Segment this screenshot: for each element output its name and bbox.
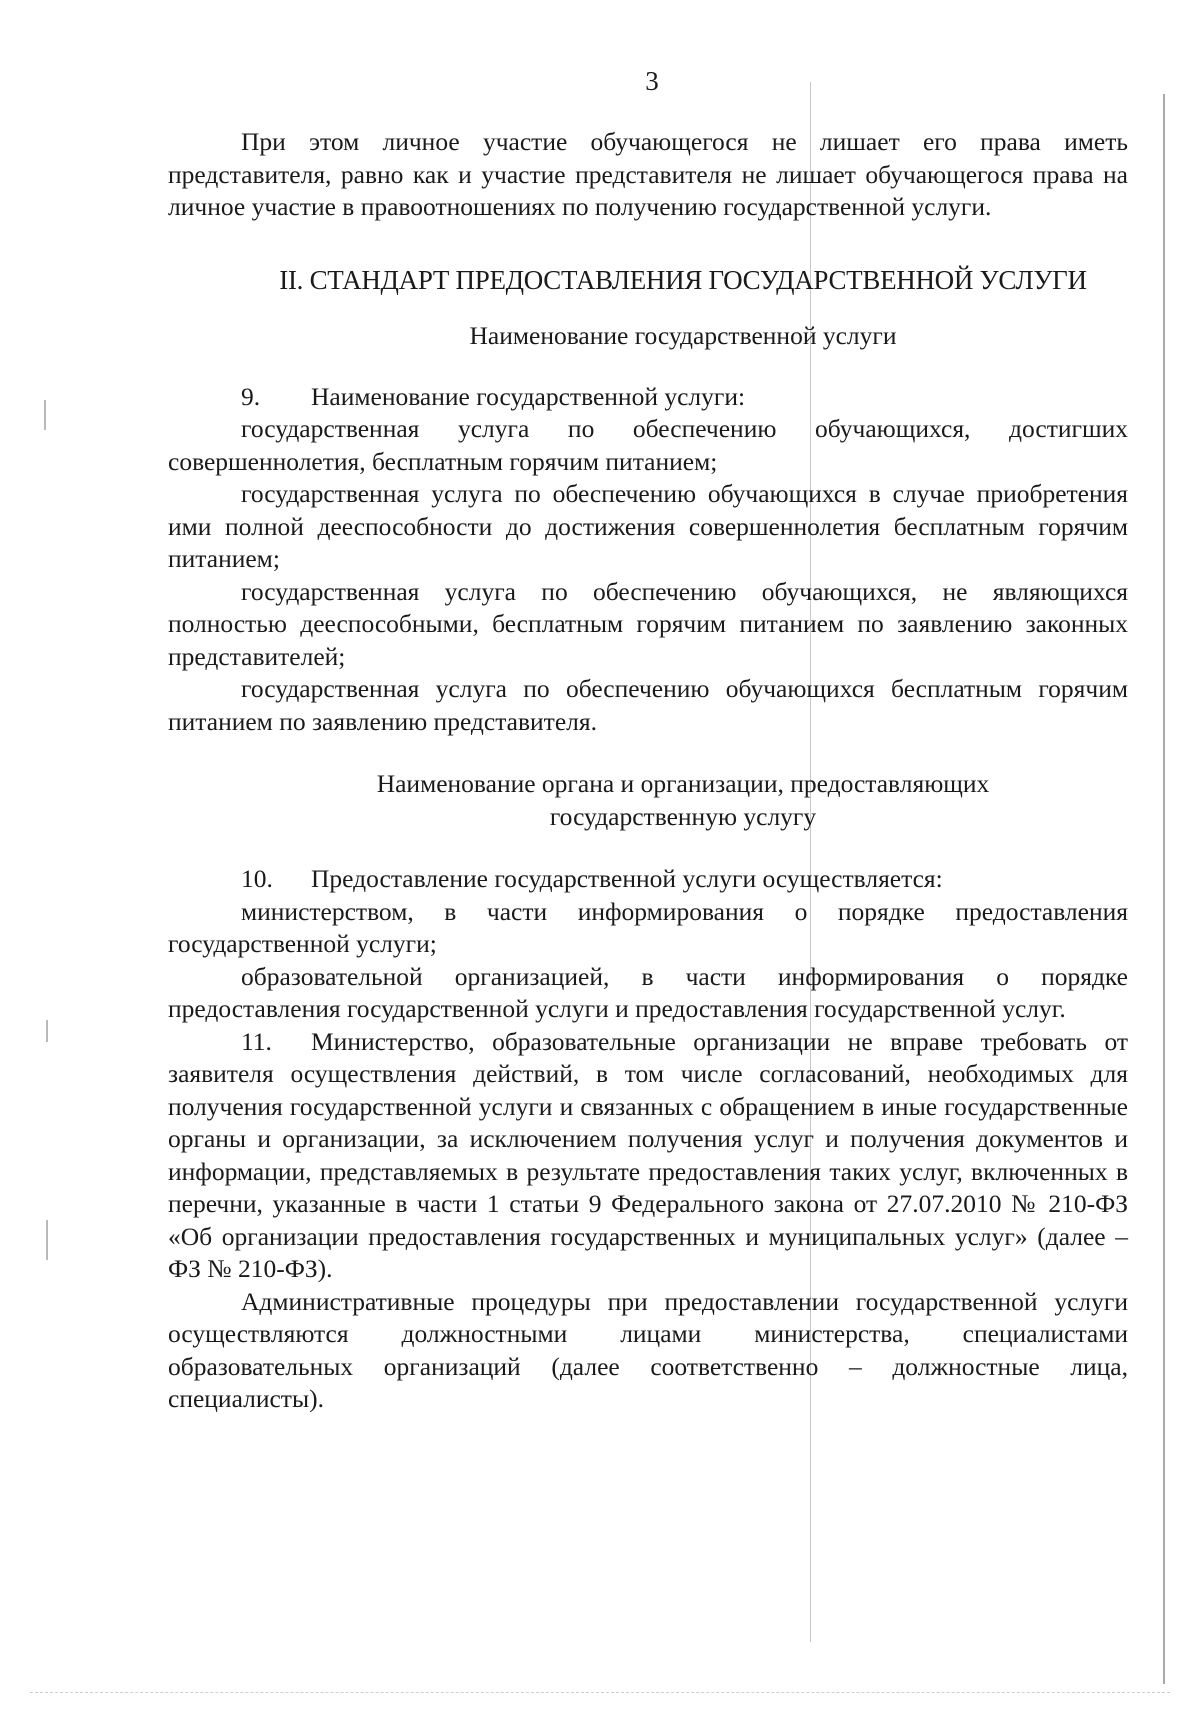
clause-11 bbox=[168, 1026, 1128, 1286]
scan-mark bbox=[46, 1220, 48, 1260]
section-heading: II. СТАНДАРТ ПРЕДОСТАВЛЕНИЯ ГОСУДАРСТВЕННОЙ УСЛУГИ bbox=[279, 264, 1087, 295]
service-name-heading: Наименование государственной услуги bbox=[469, 321, 897, 350]
clause-text: Предоставление государственной услуги осуществляется: bbox=[311, 864, 943, 893]
list-item: государственная услуга по обеспечению обучающихся, не являющихся полностью дееспособными, бесплатным горячим питанием по заявлению законных представителей; bbox=[168, 576, 1128, 671]
list-item: государственная услуга по обеспечению обучающихся в случае приобретения ими полной дееспособности до достижения совершеннолетия бесплатным горячим питанием; bbox=[168, 479, 1128, 573]
scan-bottom-edge bbox=[30, 1692, 1170, 1694]
clause-number: 11. bbox=[241, 1026, 272, 1056]
closing-paragraph: Административные процедуры при предоставлении государственной услуги осуществляются должностными лицами министерства, специалистами образовательных организаций (далее соответственно – должностные лица, специалисты). bbox=[168, 1286, 1128, 1413]
scan-mark bbox=[44, 400, 46, 430]
intro-paragraph: При этом личное участие обучающегося не лишает его права иметь представителя, равно как и участие представителя не лишает обучающегося права на личное участие в правоотношениях по получению государственной услуги. bbox=[168, 127, 1128, 221]
scan-edge-line bbox=[1163, 94, 1165, 1684]
document-body bbox=[168, 126, 1128, 1416]
list-item: государственная услуга по обеспечению обучающихся бесплатным горячим питанием по заявлению представителя. bbox=[168, 674, 1128, 736]
clause-text: Министерство, образовательные организации не вправе требовать от заявителя осуществления действий, в том числе согласований, необходимых для получения государственной услуги и связанных с обращением в иные государственные органы и организации, за исключением получения услуг и получения документов и информации, представляемых в результате предоставления таких услуг, включенных в перечни, указанные в части 1 статьи 9 Федерального закона от 27.07.2010 № 210-ФЗ «Об организации предоставления государственных и муниципальных услуг» (далее – ФЗ № 210-ФЗ). bbox=[168, 1026, 1128, 1283]
provider-heading-line: Наименование органа и организации, предоставляющих bbox=[376, 769, 990, 798]
list-item: образовательной организацией, в части информирования о порядке предоставления государственной услуги и предоставления государственной услуг. bbox=[168, 961, 1128, 1023]
page-number: 3 bbox=[645, 66, 659, 96]
provider-heading-line: государственную услугу bbox=[549, 801, 817, 831]
clause-9 bbox=[168, 381, 1128, 414]
clause-text: Наименование государственной услуги: bbox=[311, 381, 746, 411]
list-item: государственная услуга по обеспечению обучающихся, достигших совершеннолетия, бесплатным горячим питанием; bbox=[168, 414, 1128, 476]
clause-number: 9. bbox=[241, 381, 261, 411]
provider-heading bbox=[168, 768, 1128, 833]
list-item: министерством, в части информирования о порядке предоставления государственной услуги; bbox=[168, 896, 1128, 958]
clause-number: 10. bbox=[241, 864, 273, 893]
clause-10 bbox=[168, 863, 1128, 896]
scan-mark bbox=[46, 1020, 48, 1042]
